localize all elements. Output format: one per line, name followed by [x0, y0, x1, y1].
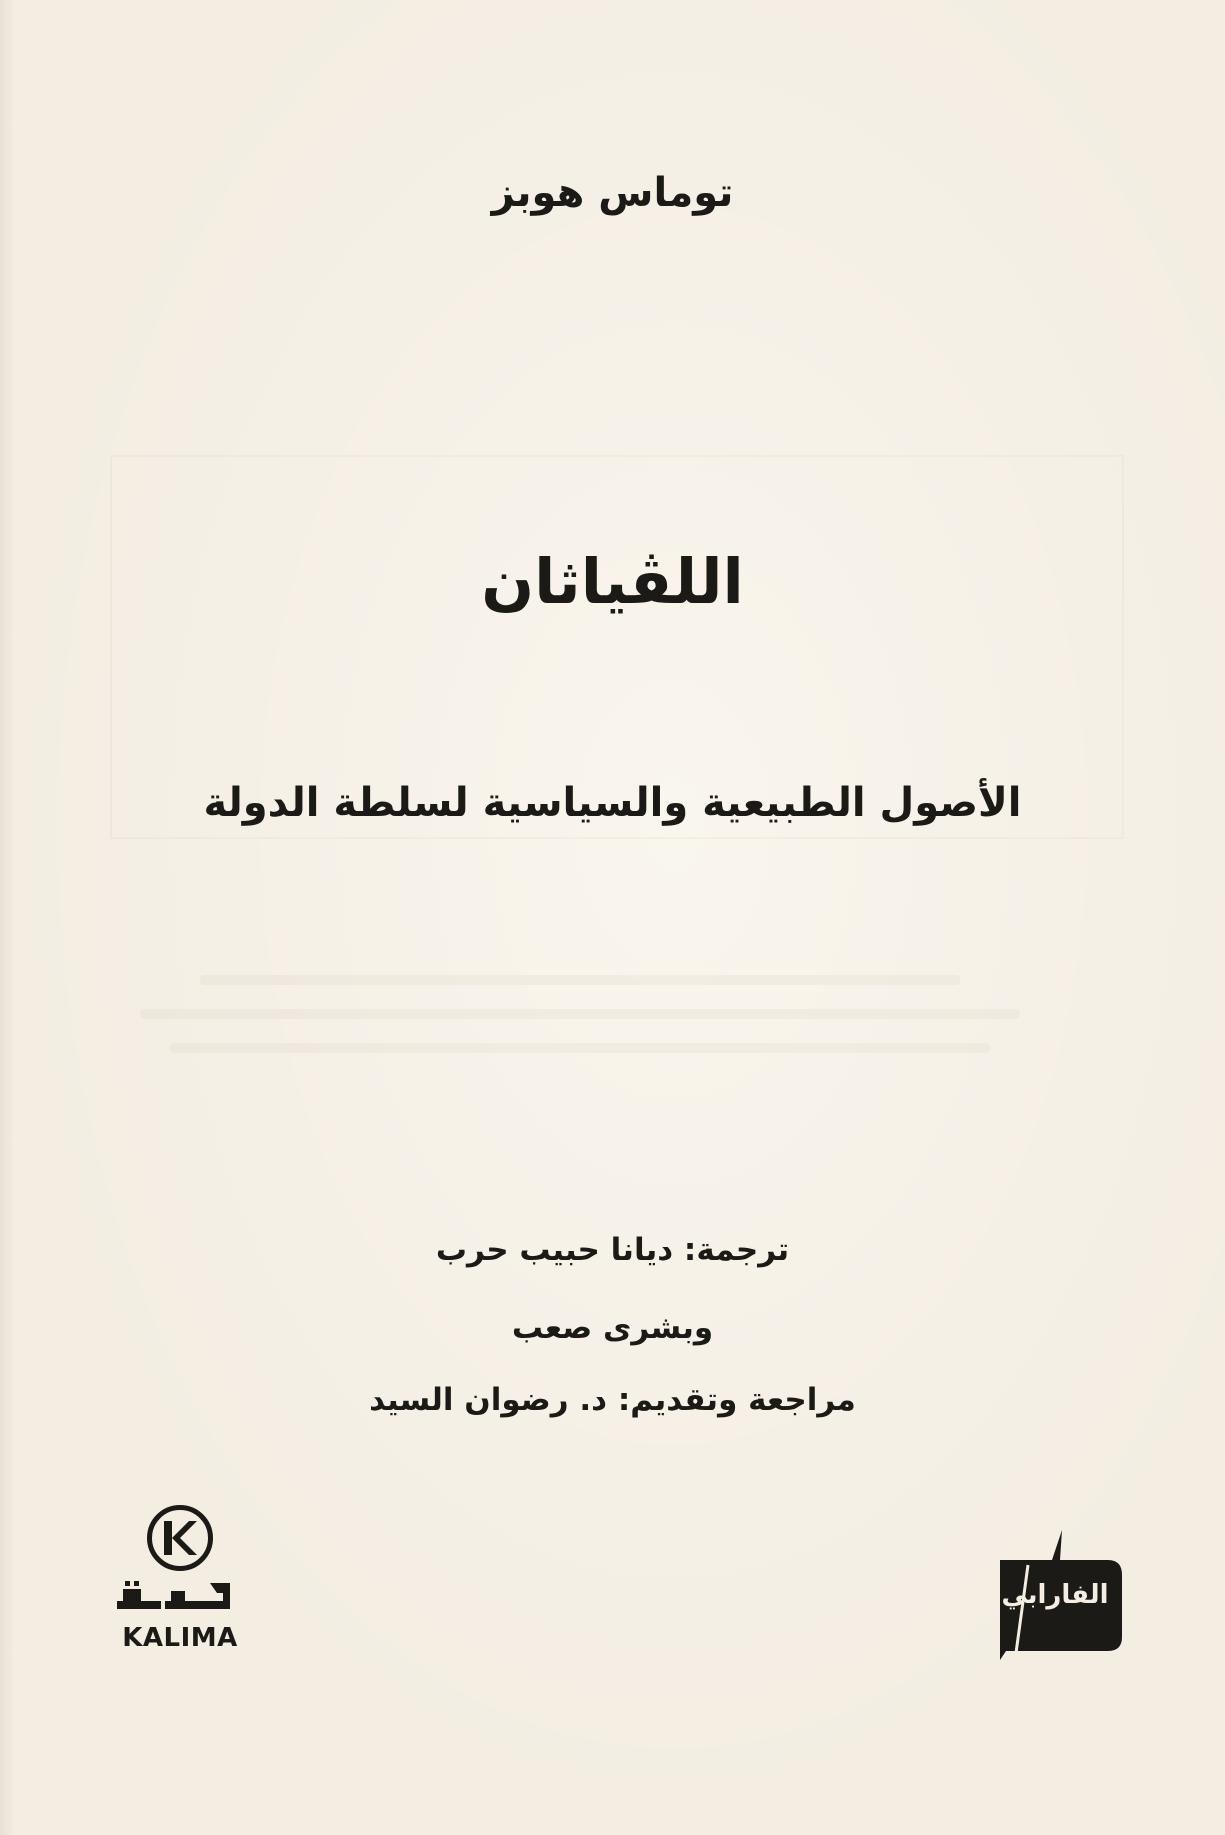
farabi-wordmark: الفارابي — [1001, 1580, 1109, 1610]
kalima-k-logo-icon — [147, 1505, 213, 1571]
author-name: توماس هوبز — [491, 170, 734, 216]
book-title: اللڤياثان — [481, 545, 744, 618]
review-credit: مراجعة وتقديم: د. رضوان السيد — [369, 1382, 856, 1418]
kalima-latin-wordmark: KALIMA — [122, 1623, 238, 1653]
kalima-arabic-wordmark — [105, 1579, 255, 1613]
show-through-text — [100, 975, 1000, 1135]
farabi-logo — [970, 1525, 1125, 1660]
kalima-logo — [105, 1505, 255, 1665]
book-subtitle: الأصول الطبيعية والسياسية لسلطة الدولة — [203, 780, 1022, 826]
co-translator-credit: وبشرى صعب — [511, 1310, 714, 1346]
translator-credit: ترجمة: ديانا حبيب حرب — [435, 1232, 790, 1268]
